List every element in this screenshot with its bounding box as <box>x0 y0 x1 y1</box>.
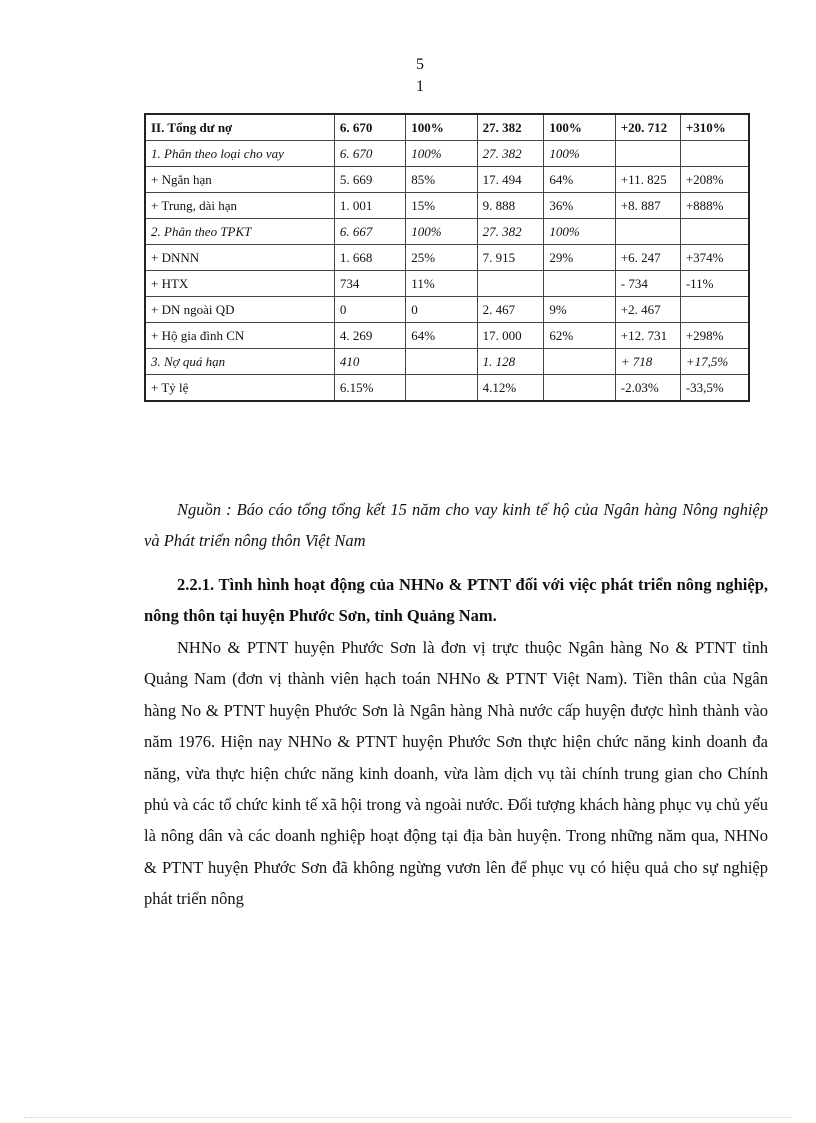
table-cell: 2. 467 <box>477 297 544 323</box>
row-label-cell: + Trung, dài hạn <box>145 193 334 219</box>
table-cell: 100% <box>406 114 477 141</box>
table-cell: 9% <box>544 297 615 323</box>
table-cell: 27. 382 <box>477 114 544 141</box>
table-cell <box>406 349 477 375</box>
table-cell: +310% <box>680 114 749 141</box>
table-row <box>145 271 749 297</box>
table-cell: +6. 247 <box>615 245 680 271</box>
table-cell: 85% <box>406 167 477 193</box>
table-cell <box>477 271 544 297</box>
table-cell: 17. 494 <box>477 167 544 193</box>
table-row <box>145 167 749 193</box>
table-cell <box>544 349 615 375</box>
table-cell: +8. 887 <box>615 193 680 219</box>
table-row <box>145 245 749 271</box>
table-cell: +2. 467 <box>615 297 680 323</box>
table-cell: 27. 382 <box>477 219 544 245</box>
row-label-cell: II. Tổng dư nợ <box>145 114 334 141</box>
table-cell: 100% <box>406 219 477 245</box>
table-row <box>145 141 749 167</box>
table-cell: 4.12% <box>477 375 544 402</box>
body-paragraph: NHNo & PTNT huyện Phước Sơn là đơn vị trực thuộc Ngân hàng No & PTNT tỉnh Quảng Nam (đơn vị thành viên hạch toán NHNo & PTNT Việt Nam). Tiền thân của Ngân hàng No & PTNT huyện Phước Sơn là Ngân hàng Nhà nước cấp huyện được hình thành vào năm 1976. Hiện nay NHNo & PTNT huyện Phước Sơn thực hiện chức năng kinh doanh đa năng, vừa thực hiện chức năng kinh doanh, vừa làm dịch vụ tài chính trung gian cho Chính phủ và các tổ chức kinh tế xã hội trong và ngoài nước. Đối tượng khách hàng phục vụ chủ yếu là nông dân và các doanh nghiệp hoạt động tại địa bàn huyện. Trong những năm qua, NHNo & PTNT huyện Phước Sơn đã không ngừng vươn lên để phục vụ có hiệu quả cho sự nghiệp phát triển nông <box>144 638 768 909</box>
table-cell: +12. 731 <box>615 323 680 349</box>
table-cell: - 734 <box>615 271 680 297</box>
table-cell <box>615 141 680 167</box>
table-cell: -2.03% <box>615 375 680 402</box>
table-cell <box>544 375 615 402</box>
table-cell <box>680 141 749 167</box>
table-cell <box>406 375 477 402</box>
table-cell: 5. 669 <box>334 167 405 193</box>
table-cell: +888% <box>680 193 749 219</box>
table-cell: 6.15% <box>334 375 405 402</box>
page-number <box>0 54 816 98</box>
table-cell: 64% <box>544 167 615 193</box>
table-cell: 100% <box>544 114 615 141</box>
table-cell: 15% <box>406 193 477 219</box>
loan-statistics-table <box>144 113 750 402</box>
table-cell: 6. 670 <box>334 141 405 167</box>
table-cell: 11% <box>406 271 477 297</box>
table-cell: 62% <box>544 323 615 349</box>
table-cell: 25% <box>406 245 477 271</box>
page-number-line-2: 1 <box>416 78 424 95</box>
table-cell <box>615 219 680 245</box>
table-cell: +17,5% <box>680 349 749 375</box>
table-cell: 6. 670 <box>334 114 405 141</box>
table-cell: 36% <box>544 193 615 219</box>
table-cell: 734 <box>334 271 405 297</box>
table-cell: 9. 888 <box>477 193 544 219</box>
table-row <box>145 323 749 349</box>
table-cell: +11. 825 <box>615 167 680 193</box>
row-label-cell: 2. Phân theo TPKT <box>145 219 334 245</box>
table-cell: +298% <box>680 323 749 349</box>
table-cell: 17. 000 <box>477 323 544 349</box>
row-label-cell: + Ngắn hạn <box>145 167 334 193</box>
table-cell: -33,5% <box>680 375 749 402</box>
row-label-cell: + Tỷ lệ <box>145 375 334 402</box>
table-row <box>145 375 749 402</box>
table-row <box>145 193 749 219</box>
table-row <box>145 297 749 323</box>
row-label-cell: + HTX <box>145 271 334 297</box>
table-cell: 7. 915 <box>477 245 544 271</box>
section-heading: 2.2.1. Tình hình hoạt động của NHNo & PTNT đối với việc phát triển nông nghiệp, nông thôn tại huyện Phước Sơn, tỉnh Quảng Nam. <box>144 575 768 625</box>
table-cell: +208% <box>680 167 749 193</box>
table-row <box>145 114 749 141</box>
source-note: Nguồn : Báo cáo tổng tổng kết 15 năm cho vay kinh tế hộ của Ngân hàng Nông nghiệp và Phát triển nông thôn Việt Nam <box>144 500 768 550</box>
row-label-cell: + DN ngoài QD <box>145 297 334 323</box>
row-label-cell: 3. Nợ quá hạn <box>145 349 334 375</box>
table-cell: 1. 128 <box>477 349 544 375</box>
table-body <box>145 114 749 401</box>
table-cell: 64% <box>406 323 477 349</box>
table-cell: 27. 382 <box>477 141 544 167</box>
table-cell: 410 <box>334 349 405 375</box>
table-cell <box>680 219 749 245</box>
table-cell: 6. 667 <box>334 219 405 245</box>
table-cell: 29% <box>544 245 615 271</box>
row-label-cell: + DNNN <box>145 245 334 271</box>
table-cell: +20. 712 <box>615 114 680 141</box>
table-cell: 100% <box>406 141 477 167</box>
table-cell: +374% <box>680 245 749 271</box>
footer-rule <box>24 1117 792 1118</box>
table-cell <box>680 297 749 323</box>
table-cell: 100% <box>544 141 615 167</box>
table-cell: -11% <box>680 271 749 297</box>
table-cell: 1. 001 <box>334 193 405 219</box>
table-cell: 1. 668 <box>334 245 405 271</box>
table-row <box>145 349 749 375</box>
table-cell: 0 <box>406 297 477 323</box>
row-label-cell: 1. Phân theo loại cho vay <box>145 141 334 167</box>
row-label-cell: + Hộ gia đình CN <box>145 323 334 349</box>
page-number-line-1: 5 <box>416 56 424 73</box>
table-cell: 0 <box>334 297 405 323</box>
table-cell: 100% <box>544 219 615 245</box>
table-cell <box>544 271 615 297</box>
table-row <box>145 219 749 245</box>
table-cell: 4. 269 <box>334 323 405 349</box>
table-cell: + 718 <box>615 349 680 375</box>
